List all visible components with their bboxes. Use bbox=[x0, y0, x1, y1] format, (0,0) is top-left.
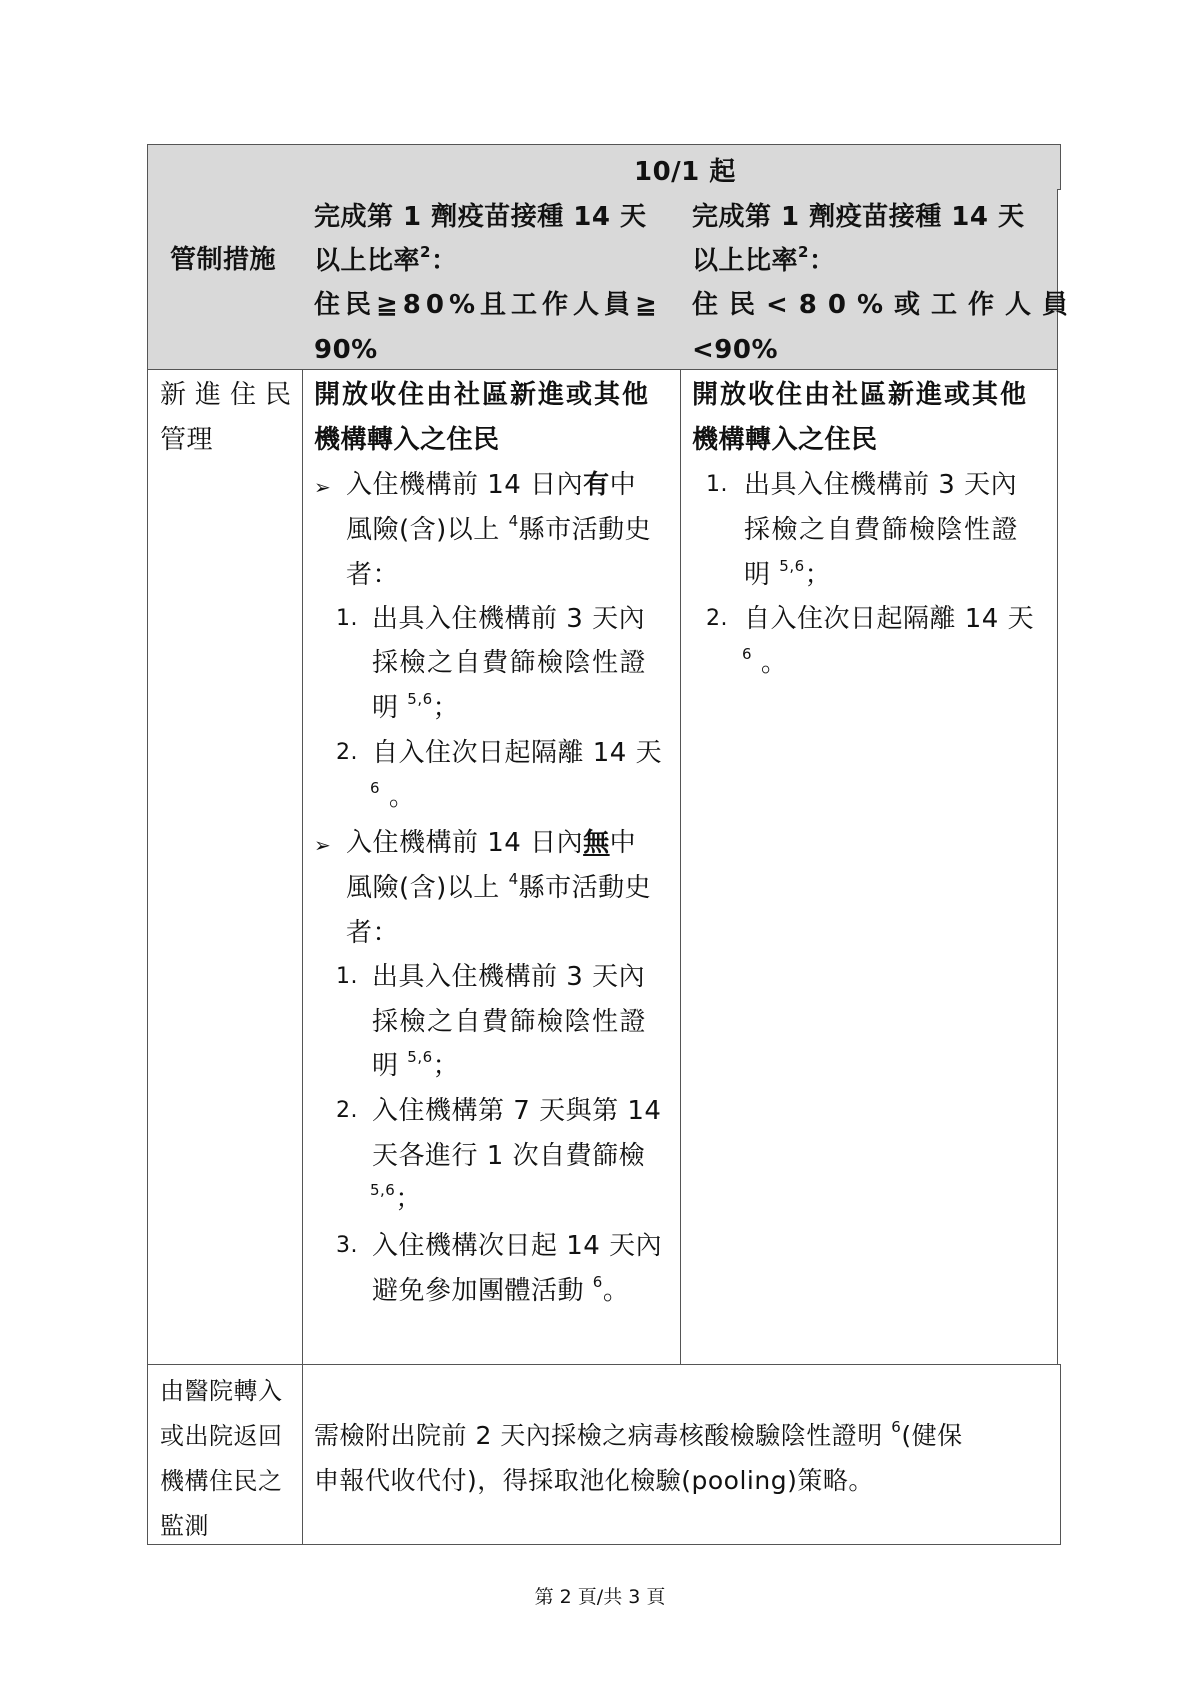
row2-text-line1 bbox=[314, 1418, 963, 1454]
group1-line2-pre: 風險(含)以上 bbox=[346, 515, 500, 545]
group2-line1-post: 中 bbox=[609, 828, 637, 858]
group1-item1-line1: 出具入住機構前 3 天內 bbox=[372, 604, 646, 634]
row1-label-line1: 新進住民 bbox=[160, 380, 301, 410]
group1-bullet-icon: ➢ bbox=[314, 475, 332, 499]
group1-item2-footnote: 6 bbox=[370, 779, 381, 797]
row2-text-line1-tail: (健保 bbox=[901, 1421, 963, 1450]
group2-item2-line3 bbox=[370, 1181, 422, 1217]
group2-item3-line2-text: 避免參加團體活動 bbox=[372, 1276, 585, 1306]
group2-line2-post: 縣市活動史 bbox=[518, 873, 652, 903]
col-b-header-line1: 完成第 1 劑疫苗接種 14 天 bbox=[692, 202, 1025, 232]
col-b-header-line3: 住民<80%或工作人員 bbox=[692, 290, 1080, 320]
period-title: 10/1 起 bbox=[634, 157, 736, 187]
col-a-header-line2 bbox=[314, 243, 458, 279]
group2-item1-line2: 採檢之自費篩檢陰性證 bbox=[372, 1007, 648, 1037]
group1-item1-line3-text: 明 bbox=[372, 693, 399, 723]
group1-item1-line2: 採檢之自費篩檢陰性證 bbox=[372, 648, 648, 678]
group1-item2-number: 2. bbox=[336, 740, 358, 765]
col-a-header-line4: 90% bbox=[314, 335, 378, 365]
col-b-header-footnote: 2 bbox=[798, 243, 809, 261]
col-b-title-line2: 機構轉入之住民 bbox=[692, 425, 878, 455]
col-b-header-line2-text: 以上比率 bbox=[692, 246, 799, 276]
group2-item2-line1: 入住機構第 7 天與第 14 bbox=[372, 1096, 662, 1126]
col-a-title-line1: 開放收住由社區新進或其他 bbox=[314, 380, 651, 410]
group1-item1-line3 bbox=[372, 690, 460, 726]
group1-line1 bbox=[346, 470, 636, 500]
group2-item1-footnote: 5,6 bbox=[407, 1048, 433, 1066]
measure-label: 管制措施 bbox=[170, 245, 277, 275]
group2-item1-line3-text: 明 bbox=[372, 1051, 399, 1081]
col-b-item2-tail: 。 bbox=[760, 648, 788, 678]
group2-item2-line2: 天各進行 1 次自費篩檢 bbox=[372, 1141, 646, 1171]
col-a-header-footnote: 2 bbox=[420, 243, 431, 261]
group1-item2-line2 bbox=[370, 779, 416, 815]
col-b-item2-number: 2. bbox=[706, 606, 728, 631]
group2-item1-line3 bbox=[372, 1048, 460, 1084]
col-b-item1-footnote: 5,6 bbox=[779, 557, 805, 575]
col-a-header-line2-text: 以上比率 bbox=[314, 246, 421, 276]
group1-line1-pre: 入住機構前 14 日內 bbox=[346, 470, 584, 500]
row1-label-line2: 管理 bbox=[160, 425, 214, 455]
group1-line1-emphasis: 有 bbox=[583, 470, 610, 500]
group2-item2-footnote: 5,6 bbox=[370, 1181, 396, 1199]
col-a-header-line1: 完成第 1 劑疫苗接種 14 天 bbox=[314, 202, 647, 232]
group2-item1-number: 1. bbox=[336, 964, 358, 989]
group1-item1-tail: ； bbox=[432, 693, 460, 723]
group2-item3-tail: 。 bbox=[602, 1276, 630, 1306]
group2-line1-pre: 入住機構前 14 日內 bbox=[346, 828, 584, 858]
group1-item1-number: 1. bbox=[336, 606, 358, 631]
group1-line2-footnote: 4 bbox=[508, 512, 519, 530]
group2-line1 bbox=[346, 828, 636, 858]
col-b-item1-line3-text: 明 bbox=[744, 560, 771, 590]
group1-line2-post: 縣市活動史 bbox=[518, 515, 652, 545]
col-b-title-line1: 開放收住由社區新進或其他 bbox=[692, 380, 1029, 410]
group2-line2 bbox=[346, 870, 652, 906]
col-a-title-line2: 機構轉入之住民 bbox=[314, 425, 500, 455]
group2-item3-footnote: 6 bbox=[592, 1273, 603, 1291]
col-b-item1-tail: ； bbox=[804, 560, 832, 590]
group2-item1-line1: 出具入住機構前 3 天內 bbox=[372, 962, 646, 992]
group2-line1-emphasis: 無 bbox=[583, 828, 610, 858]
group1-line3: 者： bbox=[346, 560, 400, 590]
page-number-footer: 第 2 頁/共 3 頁 bbox=[534, 1586, 666, 1608]
row2-label-line1: 由醫院轉入 bbox=[160, 1377, 283, 1405]
group1-line2 bbox=[346, 512, 652, 548]
col-b-header-line2 bbox=[692, 243, 836, 279]
col-b-header-colon: ： bbox=[808, 246, 836, 276]
row1-label-cell bbox=[147, 369, 303, 1365]
group2-line2-footnote: 4 bbox=[508, 870, 519, 888]
row2-label-line4: 監測 bbox=[160, 1512, 209, 1540]
row2-text-line2: 申報代收代付)，得採取池化檢驗(pooling)策略。 bbox=[314, 1466, 874, 1495]
group2-item1-tail: ； bbox=[432, 1051, 460, 1081]
row2-text-footnote: 6 bbox=[891, 1418, 902, 1436]
col-b-header-line4: <90% bbox=[692, 335, 779, 365]
row2-text-line1-text: 需檢附出院前 2 天內採檢之病毒核酸檢驗陰性證明 bbox=[314, 1421, 883, 1450]
col-b-item1-number: 1. bbox=[706, 472, 728, 497]
col-a-header-colon: ： bbox=[430, 246, 458, 276]
col-a-header-line3: 住民≧80%且工作人員≧ bbox=[314, 290, 662, 320]
col-b-item1-line2: 採檢之自費篩檢陰性證 bbox=[744, 515, 1020, 545]
group2-item2-number: 2. bbox=[336, 1098, 358, 1123]
col-b-item1-line3 bbox=[744, 557, 832, 593]
group1-item2-tail: 。 bbox=[388, 782, 416, 812]
col-b-item2-line2 bbox=[742, 645, 788, 681]
col-b-item2-footnote: 6 bbox=[742, 645, 753, 663]
col-b-item1-line1: 出具入住機構前 3 天內 bbox=[744, 470, 1018, 500]
group1-line1-post: 中 bbox=[609, 470, 637, 500]
row2-label-line3: 機構住民之 bbox=[160, 1467, 283, 1495]
group2-item3-line1: 入住機構次日起 14 天內 bbox=[372, 1231, 663, 1261]
group2-item3-line2 bbox=[372, 1273, 630, 1309]
col-b-item2-line1: 自入住次日起隔離 14 天 bbox=[744, 604, 1035, 634]
row2-label-line2: 或出院返回 bbox=[160, 1422, 283, 1450]
row2-content-cell bbox=[302, 1364, 1061, 1545]
group1-item1-footnote: 5,6 bbox=[407, 690, 433, 708]
group2-line2-pre: 風險(含)以上 bbox=[346, 873, 500, 903]
group1-item2-line1: 自入住次日起隔離 14 天 bbox=[372, 738, 663, 768]
group2-item2-tail: ； bbox=[395, 1184, 422, 1214]
group2-line3: 者： bbox=[346, 918, 400, 948]
group2-item3-number: 3. bbox=[336, 1233, 358, 1258]
group2-bullet-icon: ➢ bbox=[314, 833, 332, 857]
